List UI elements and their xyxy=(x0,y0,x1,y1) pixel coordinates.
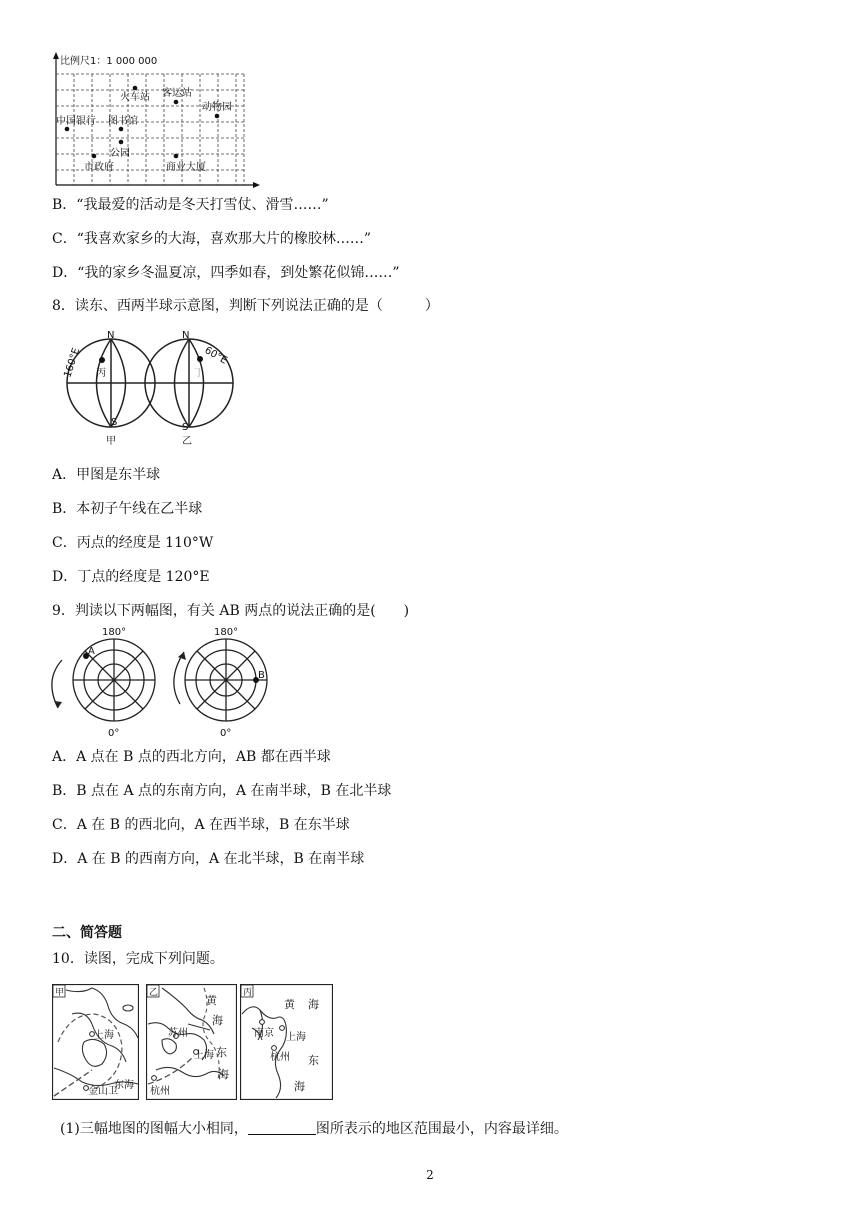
q8-option-b: B．本初子午线在乙半球 xyxy=(52,501,203,517)
q9-option-c: C．A 在 B 的西北向，A 在西半球，B 在东半球 xyxy=(52,817,350,833)
map-label: 苏州 xyxy=(168,1028,188,1039)
map-bing xyxy=(240,984,333,1100)
map-label: 海 xyxy=(212,1014,223,1027)
hemisphere-north-label: N xyxy=(182,330,190,341)
hemisphere-south-label: S xyxy=(111,417,118,428)
hemisphere-north-label: N xyxy=(107,330,115,341)
map-label: 东海 xyxy=(114,1080,134,1091)
map-label: 黄 xyxy=(284,998,295,1011)
map-label: 海 xyxy=(218,1068,229,1081)
map-label: 海 xyxy=(308,998,319,1011)
q10-stem: 10．读图，完成下列问题。 xyxy=(52,951,224,967)
map-label: 海 xyxy=(294,1080,305,1093)
left-longitude-label: 160°E xyxy=(62,346,83,379)
q10-sub1-after: 图所表示的地区范围最小，内容最详细。 xyxy=(315,1121,568,1137)
grid-map-label: 商业大厦 xyxy=(166,162,206,173)
point-ding-label: 丁 xyxy=(194,368,204,379)
map-label: 上海 xyxy=(94,1030,114,1041)
answer-blank[interactable] xyxy=(248,1120,316,1135)
q9-stem: 9．判读以下两幅图，有关 AB 两点的说法正确的是( ) xyxy=(52,603,410,619)
page-number: 2 xyxy=(426,1168,434,1182)
polar-bottom-label: 0° xyxy=(220,728,232,739)
map-label: 南京 xyxy=(254,1028,274,1039)
q9-option-b: B．B 点在 A 点的东南方向，A 在南半球，B 在北半球 xyxy=(52,783,392,799)
map-label: 金山卫 xyxy=(88,1086,118,1097)
grid-map-label: 动物园 xyxy=(202,102,232,113)
map-tag-yi: 乙 xyxy=(149,988,159,998)
map-label: 东 xyxy=(216,1046,227,1059)
q9-option-d: D．A 在 B 的西南方向，A 在北半球，B 在南半球 xyxy=(52,851,365,867)
q8-option-a: A．甲图是东半球 xyxy=(52,467,161,483)
polar-top-label: 180° xyxy=(214,627,239,638)
grid-map-label: 公园 xyxy=(110,148,130,159)
hemisphere-south-label: S xyxy=(182,422,189,433)
section-heading: 二、简答题 xyxy=(52,925,122,941)
polar-bottom-label: 0° xyxy=(108,728,120,739)
q8-option-d: D．丁点的经度是 120°E xyxy=(52,569,210,585)
hemisphere-caption-yi: 乙 xyxy=(182,436,192,447)
point-bing-label: 丙 xyxy=(96,368,106,379)
grid-map-scale: 比例尺1：1 000 000 xyxy=(60,56,158,67)
grid-map-label: 图书馆 xyxy=(108,116,138,127)
map-jia xyxy=(52,984,139,1100)
grid-map-figure xyxy=(50,50,264,190)
q9-option-a: A．A 点在 B 点的西北方向，AB 都在西半球 xyxy=(52,749,331,765)
map-label: 黄 xyxy=(206,994,217,1007)
map-label: 上海 xyxy=(194,1050,214,1061)
grid-map-label: 客运站 xyxy=(162,88,192,99)
map-label: 上海 xyxy=(286,1032,306,1043)
q8-stem: 8．读东、西两半球示意图，判断下列说法正确的是（ ） xyxy=(52,298,439,314)
hemisphere-caption-jia: 甲 xyxy=(106,436,116,447)
polar-top-label: 180° xyxy=(102,627,127,638)
map-yi xyxy=(146,984,237,1100)
grid-map-label: 火车站 xyxy=(120,92,150,103)
q7-option-c: C．“我喜欢家乡的大海，喜欢那大片的橡胶林……” xyxy=(52,231,372,247)
map-tag-bing: 丙 xyxy=(243,988,253,998)
point-a-label: A xyxy=(88,646,95,657)
map-tag-jia: 甲 xyxy=(55,988,65,998)
q8-option-c: C．丙点的经度是 110°W xyxy=(52,535,214,551)
map-label: 东 xyxy=(308,1054,319,1067)
q10-sub1 xyxy=(60,1120,568,1138)
q7-option-b: B．“我最爱的活动是冬天打雪仗、滑雪……” xyxy=(52,197,329,213)
q10-sub1-before: (1)三幅地图的图幅大小相同， xyxy=(60,1121,248,1137)
hemispheres-figure xyxy=(58,326,242,450)
point-b-label: B xyxy=(258,670,265,681)
grid-map-label: 中国银行 xyxy=(56,116,96,127)
grid-map-label: 市政府 xyxy=(84,162,114,173)
map-label: 杭州 xyxy=(270,1052,290,1063)
map-label: 杭州 xyxy=(150,1086,170,1097)
q7-option-d: D．“我的家乡冬温夏凉，四季如春，到处繁花似锦……” xyxy=(52,265,400,281)
polar-figure xyxy=(40,624,280,740)
right-longitude-label: 60°E xyxy=(202,345,229,367)
